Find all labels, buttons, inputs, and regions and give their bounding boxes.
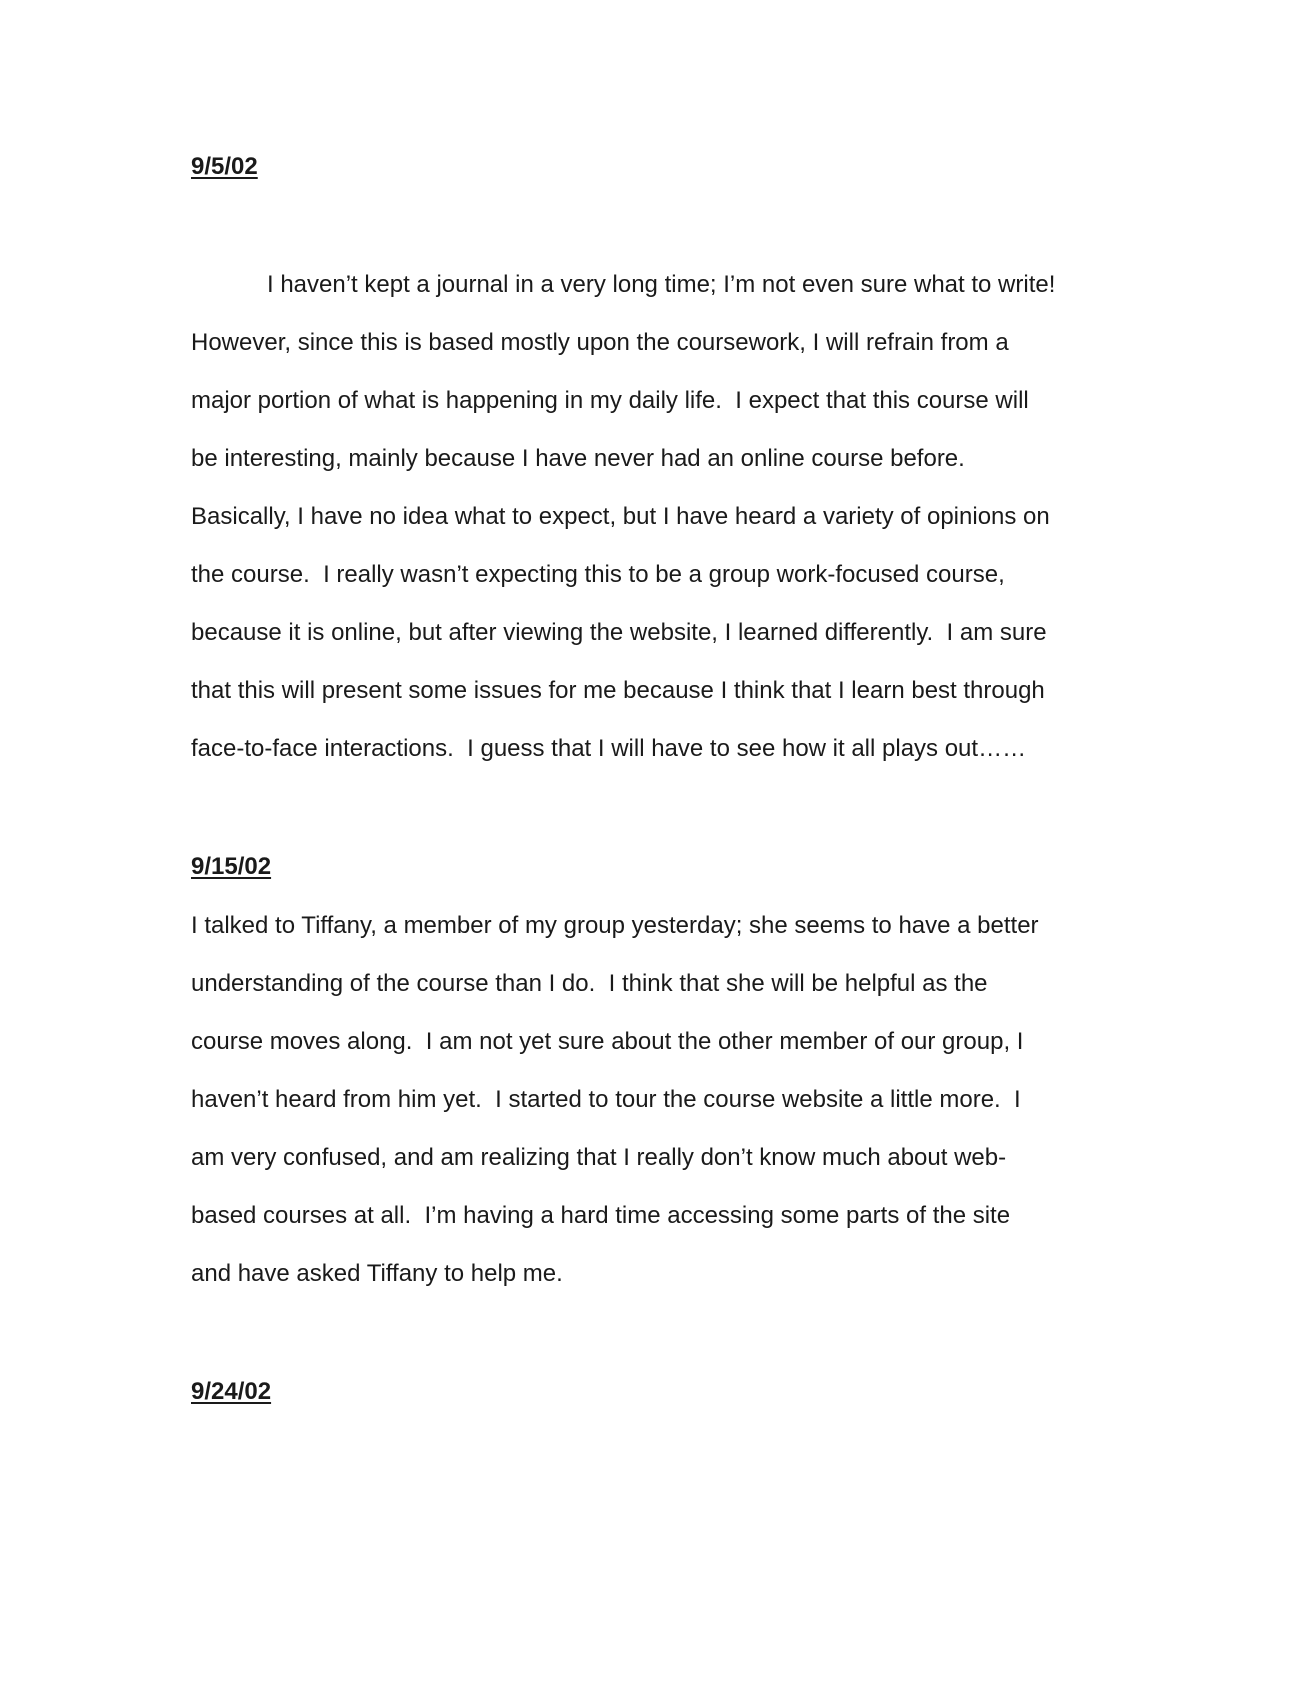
- entry-text-line: haven’t heard from him yet. I started to tour the course website a little more. I: [191, 1086, 1021, 1113]
- entry-date: 9/24/02: [191, 1378, 272, 1405]
- entry-text-line: be interesting, mainly because I have never had an online course before.: [191, 445, 965, 472]
- entry-text-line: the course. I really wasn’t expecting this to be a group work-focused course,: [191, 561, 1005, 588]
- entry-date: 9/5/02: [191, 153, 258, 180]
- entry-text-line: course moves along. I am not yet sure about the other member of our group, I: [191, 1028, 1024, 1055]
- entry-text-line: understanding of the course than I do. I think that she will be helpful as the: [191, 970, 988, 997]
- entry-text-line: However, since this is based mostly upon the coursework, I will refrain from a: [191, 329, 1009, 356]
- entry-text-line: based courses at all. I’m having a hard time accessing some parts of the site: [191, 1202, 1011, 1229]
- entry-text-line: Basically, I have no idea what to expect, but I have heard a variety of opinions on: [191, 503, 1050, 530]
- entry-date: 9/15/02: [191, 853, 272, 880]
- entry-text-line: am very confused, and am realizing that I really don’t know much about web-: [191, 1144, 1007, 1171]
- entry-text-line: major portion of what is happening in my daily life. I expect that this course will: [191, 387, 1029, 414]
- entry-text-line: face-to-face interactions. I guess that I will have to see how it all plays out……: [191, 735, 1027, 762]
- entry-text-line: because it is online, but after viewing the website, I learned differently. I am sure: [191, 619, 1047, 646]
- entry-text-line: and have asked Tiffany to help me.: [191, 1260, 563, 1287]
- entry-text-line: I talked to Tiffany, a member of my group yesterday; she seems to have a better: [191, 912, 1039, 939]
- entry-text-line: I haven’t kept a journal in a very long time; I’m not even sure what to write!: [267, 271, 1056, 298]
- entry-text-line: that this will present some issues for me because I think that I learn best through: [191, 677, 1045, 704]
